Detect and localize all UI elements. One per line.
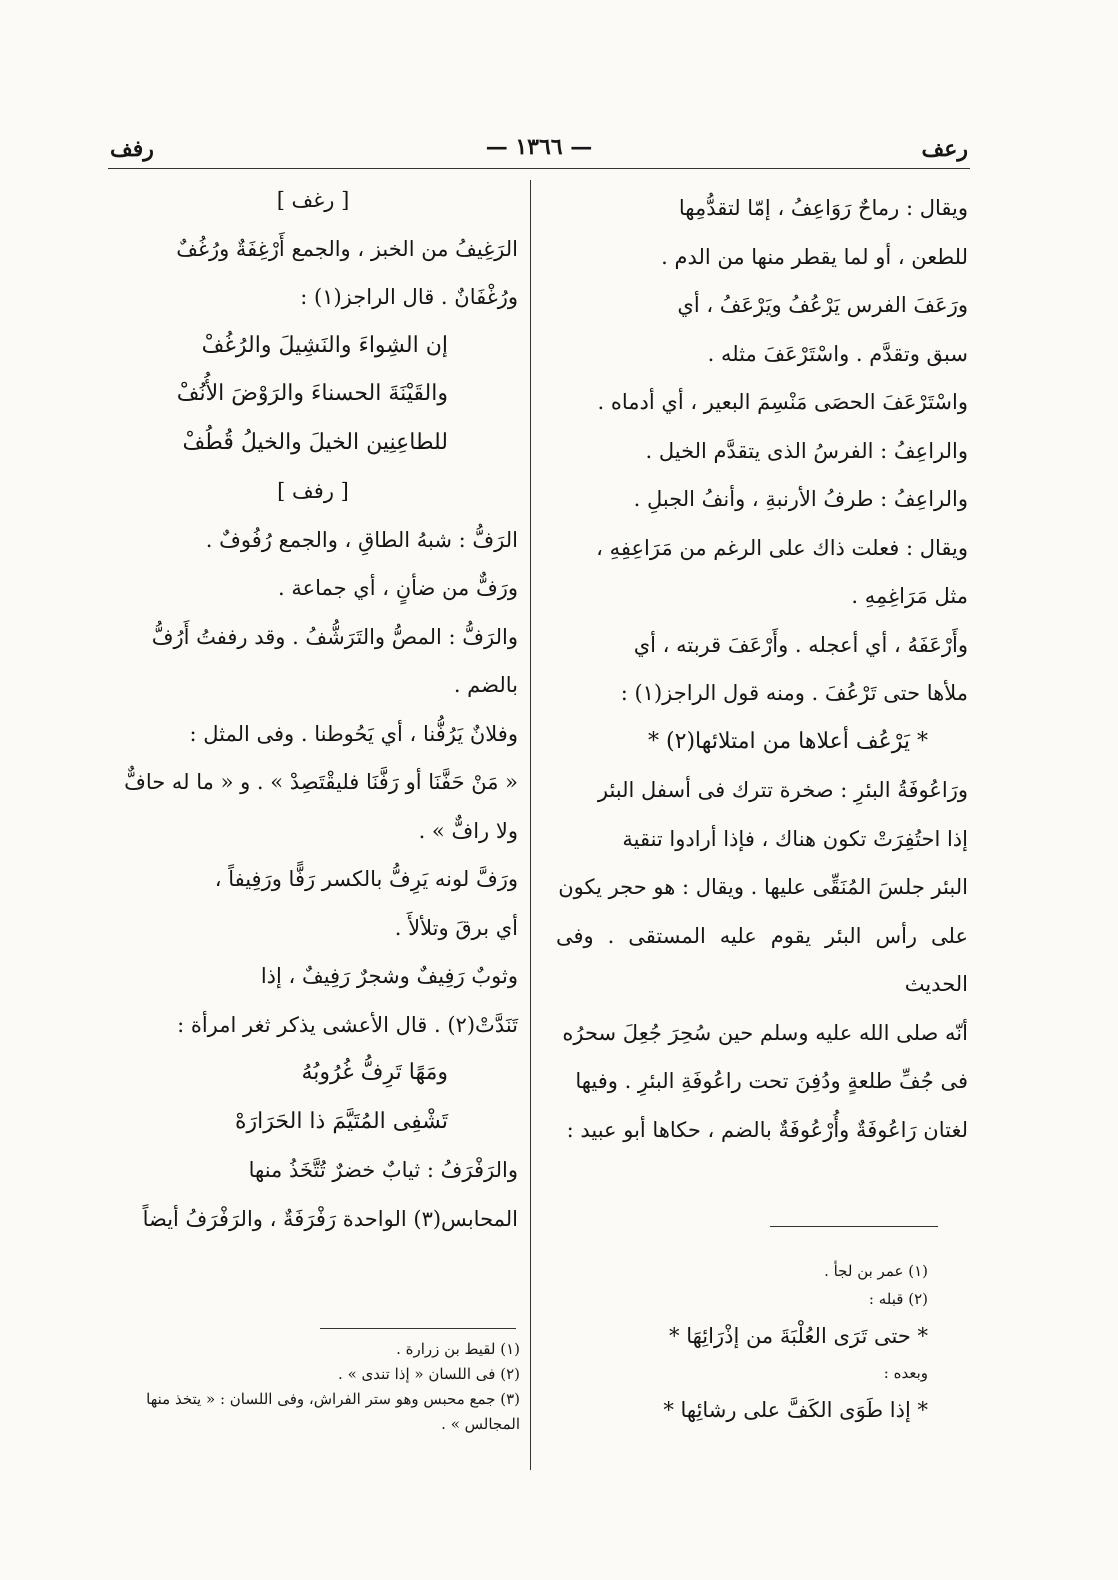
text-line: سبق وتقدَّم . واسْتَرْعَفَ مثله . xyxy=(707,341,968,366)
text-line: الرَغِيفُ من الخبز ، والجمع أَرْغِفَةٌ ورُغُفٌ xyxy=(176,236,518,261)
left-column xyxy=(108,176,518,1243)
text-line: وفلانٌ يَرُفُّنا ، أي يَحُوطنا . وفى المثل : xyxy=(189,721,518,746)
footnote-verse: * إذا طَوَى الكَفَّ على رشائِها * xyxy=(663,1398,928,1422)
footnote: (٢) فى اللسان « إذا تندى » . xyxy=(338,1365,520,1383)
text-line: على رأس البئر يقوم عليه المستقى . وفى الحديث xyxy=(556,923,968,996)
text-line: أي برقَ وتلألأَ . xyxy=(394,915,518,940)
text-line: « مَنْ حَفَّنَا أو رَفَّنَا فليقْتَصِدْ » . و « ما له حافٌّ xyxy=(124,770,518,794)
footnote: وبعده : xyxy=(883,1364,928,1382)
page-number: — ١٣٦٦ — xyxy=(485,134,593,160)
verse-line: والقَيْنَةَ الحسناءَ والرَوْضَ الأُنُفْ xyxy=(176,381,448,406)
verse-line: ومَهًا تَرِفُّ غُرُوبُهُ xyxy=(301,1060,448,1085)
text-line: لغتان رَاعُوفَةٌ وأُرْعُوفَةٌ بالضم ، حكاها أبو عبيد : xyxy=(566,1117,968,1142)
text-line: مثل مَرَاغِمِهِ . xyxy=(851,584,968,608)
text-line: والرَفْرَفُ : ثيابٌ خضرٌ تُتَّخَذُ منها xyxy=(248,1158,518,1182)
entry-heading: [ رغف ] xyxy=(276,188,350,212)
footnote: (١) لقيط بن زرارة . xyxy=(396,1340,520,1358)
text-line: بالضم . xyxy=(453,673,518,697)
verse-line: للطاعِنِين الخيلَ والخيلُ قُطُفْ xyxy=(182,429,448,455)
footnote-rule-right xyxy=(770,1226,938,1227)
verse-line: إن الشِواءَ والنَشِيلَ والرُغُفْ xyxy=(201,332,448,358)
text-line: ورَاعُوفَةُ البئرِ : صخرة تترك فى أسفل البئر xyxy=(597,778,968,802)
verse-line: تَشْفِى المُتَيَّمَ ذا الحَرَارَهْ xyxy=(235,1108,448,1134)
text-line: واسْتَرْعَفَ الحصَى مَنْسِمَ البعير ، أي أدماه . xyxy=(597,390,968,414)
text-line: والراعِفُ : طرفُ الأرنبةِ ، وأنفُ الجبلِ . xyxy=(633,487,968,511)
text-line: ورُغْفَانٌ . قال الراجز(١) : xyxy=(300,285,518,309)
text-line: للطعن ، أو لما يقطر منها من الدم . xyxy=(661,244,968,269)
text-line: وأَرْعَفَهُ ، أي أعجله . وأَرْعَفَ قربته ، أي xyxy=(633,632,968,657)
page-header xyxy=(110,128,968,168)
text-line: تَنَدَّتْ(٢) . قال الأعشى يذكر ثغر امرأة : xyxy=(177,1012,518,1037)
text-line: والراعِفُ : الفرسُ الذى يتقدَّم الخيل . xyxy=(645,438,968,463)
text-line: ويقال : رماحٌ رَوَاعِفُ ، إمّا لتقدُّمِها xyxy=(678,196,968,220)
column-divider xyxy=(530,180,531,1470)
footnote: (١) عمر بن لجأ . xyxy=(824,1262,928,1280)
text-line: ملأها حتى تَرْعُفَ . ومنه قول الراجز(١) : xyxy=(620,681,968,705)
header-right-root: رعف xyxy=(921,136,968,162)
text-line: البئر جلسَ المُنَقِّى عليها . ويقال : هو حجر يكون xyxy=(558,875,968,899)
footnote: (٣) جمع محبس وهو ستر الفراش، وفى اللسان : « يتخذ منها المجالس » . xyxy=(146,1390,520,1433)
text-line: والرَفُّ : المصُّ والتَرَشُّفُ . وقد رففتُ أَرُفُّ xyxy=(151,624,518,649)
left-footnotes xyxy=(112,1337,520,1437)
footnote-rule-left xyxy=(320,1328,516,1329)
text-line: ولا رافٌّ » . xyxy=(418,818,518,843)
header-rule xyxy=(108,168,970,169)
text-line: ورَفٌّ من ضأنٍ ، أي جماعة . xyxy=(277,576,518,600)
text-line: المحابس(٣) الواحدة رَفْرَفَةٌ ، والرَفْرَفُ أيضاً xyxy=(142,1206,518,1231)
text-line: فى جُفِّ طلعةٍ ودُفِنَ تحت راعُوفَةِ البئرِ . وفيها xyxy=(575,1069,968,1093)
text-line: ويقال : فعلت ذاك على الرغم من مَرَاعِفِهِ ، xyxy=(596,535,968,560)
text-line: الرَفُّ : شبهُ الطاقِ ، والجمع رُفُوفٌ . xyxy=(205,527,518,552)
header-left-root: رفف xyxy=(110,136,154,162)
entry-heading: [ رفف ] xyxy=(277,479,349,503)
text-line: ورَفَّ لونه يَرِفُّ بالكسر رَفًّا ورَفِيفاً ، xyxy=(214,867,518,891)
footnote: (٢) قبله : xyxy=(868,1290,928,1308)
right-column xyxy=(556,184,968,1154)
right-footnotes xyxy=(548,1257,928,1433)
text-line: أنّه صلى الله عليه وسلم حين سُحِرَ جُعِلَ سحرُه xyxy=(562,1020,968,1045)
verse-line: * يَرْعُف أعلاها من امتلائها(٢) * xyxy=(648,728,928,754)
text-line: وثوبٌ رَفِيفٌ وشجرٌ رَفِيفٌ ، إذا xyxy=(260,964,518,988)
footnote-verse: * حتى تَرَى العُلْبَةَ من إذْرَائِهَا * xyxy=(669,1324,928,1348)
text-line: ورَعَفَ الفرس يَرْعُفُ ويَرْعَفُ ، أي xyxy=(677,293,968,317)
text-line: إذا احتُفِرَتْ تكون هناك ، فإذا أرادوا تنقية xyxy=(622,826,968,851)
